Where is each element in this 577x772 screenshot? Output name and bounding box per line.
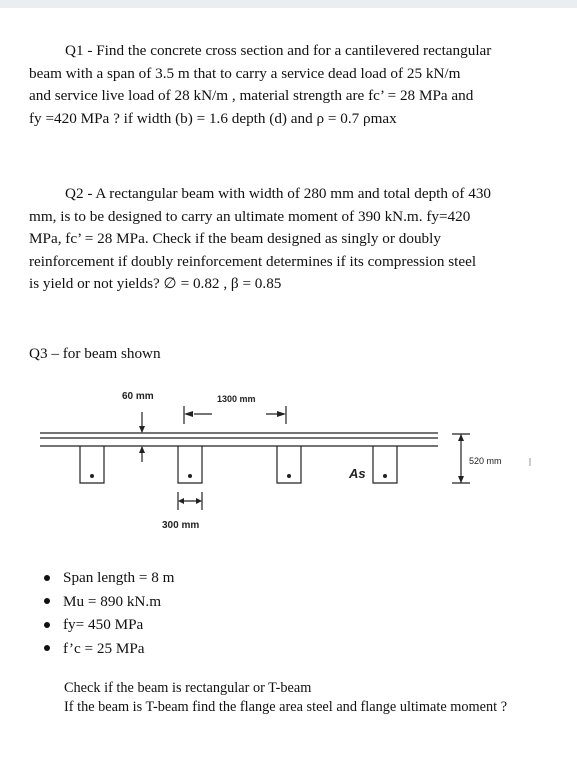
- rebar-3: [287, 474, 291, 478]
- label-520mm: 520 mm: [469, 456, 502, 466]
- q2-line-4: reinforcement if doubly reinforcement determines if its compression steel: [29, 252, 477, 270]
- bullet-mu: Mu = 890 kN.m: [63, 592, 162, 610]
- arrowhead-1300-left: [184, 411, 193, 417]
- bullet-fc: f’c = 25 MPa: [63, 639, 145, 657]
- arrowhead-520-up: [458, 434, 464, 441]
- bullet-icon: [44, 598, 50, 604]
- q2-line-5: is yield or not yields? ∅ = 0.82 , β = 0.85: [29, 275, 282, 292]
- bullet-fy: fy= 450 MPa: [63, 616, 144, 633]
- q2-line-3: MPa, fc’ = 28 MPa. Check if the beam designed as singly or doubly: [29, 230, 441, 247]
- list-item: [44, 637, 175, 661]
- rebar-4: [383, 474, 387, 478]
- q3-title: Q3 – for beam shown: [29, 345, 161, 362]
- label-60mm: 60 mm: [122, 391, 154, 402]
- q1-line-1: Q1 - Find the concrete cross section and for a cantilevered rectangular: [65, 42, 492, 59]
- arrowhead-60-up: [139, 446, 145, 453]
- bullet-icon: [44, 622, 50, 628]
- list-item: [44, 613, 175, 637]
- label-1300mm: 1300 mm: [217, 394, 256, 404]
- label-300mm: 300 mm: [162, 520, 200, 531]
- arrowhead-60-down: [139, 426, 145, 433]
- t-beam-diagram: [0, 380, 577, 550]
- q2-line-2: mm, is to be designed to carry an ultimate moment of 390 kN.m. fy=420: [29, 207, 471, 225]
- arrowhead-520-down: [458, 476, 464, 483]
- rebar-2: [188, 474, 192, 478]
- bullet-icon: [44, 645, 50, 651]
- q1-line-4: fy =420 MPa ? if width (b) = 1.6 depth (d) and ρ = 0.7 ρmax: [29, 109, 397, 127]
- arrowhead-300-left: [178, 498, 184, 504]
- arrowhead-1300-right: [277, 411, 286, 417]
- top-strip: [0, 0, 577, 8]
- list-item: [44, 590, 175, 614]
- rebar-1: [90, 474, 94, 478]
- bullet-span-length: Span length = 8 m: [63, 569, 175, 586]
- arrowhead-300-right: [196, 498, 202, 504]
- list-item: [44, 566, 175, 590]
- closing-line-1: Check if the beam is rectangular or T-beam: [64, 680, 312, 696]
- q1-line-3: and service live load of 28 kN/m , material strength are fc’ = 28 MPa and: [29, 87, 474, 104]
- q3-closing-text: [64, 679, 507, 717]
- q1-line-2: beam with a span of 3.5 m that to carry a service dead load of 25 kN/m: [29, 64, 461, 82]
- q2-line-1: Q2 - A rectangular beam with width of 280 mm and total depth of 430: [65, 185, 492, 202]
- closing-line-2: If the beam is T-beam find the flange area steel and flange ultimate moment ?: [64, 699, 508, 715]
- bullet-icon: [44, 575, 50, 581]
- question-1: [29, 40, 559, 130]
- question-2: [29, 183, 559, 296]
- label-as: As: [349, 466, 366, 481]
- q3-bullet-list: [44, 566, 175, 660]
